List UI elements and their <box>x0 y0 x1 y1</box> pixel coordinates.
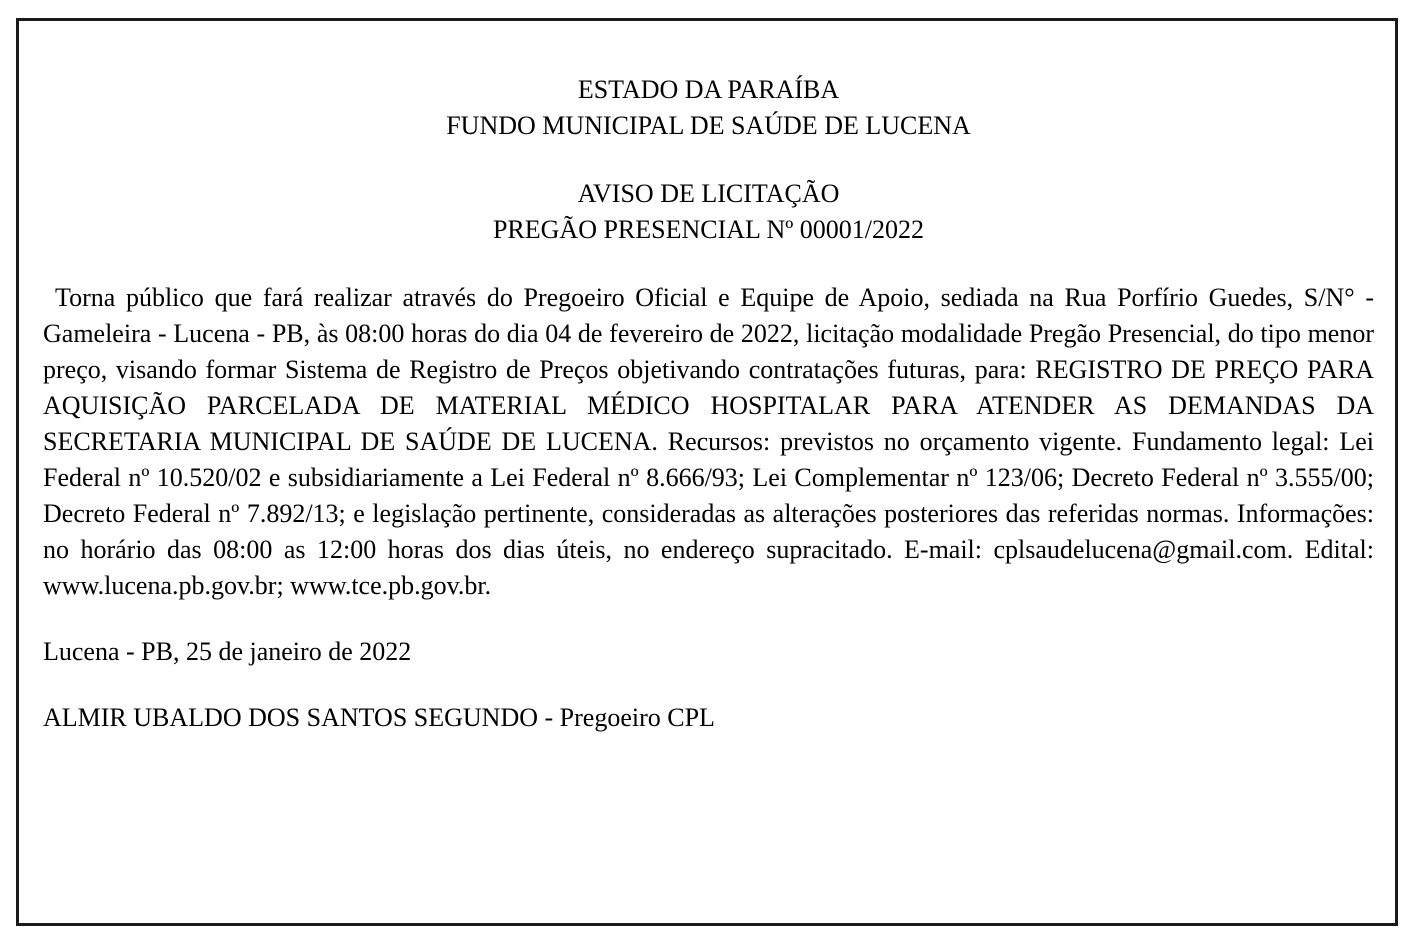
notice-date: Lucena - PB, 25 de janeiro de 2022 <box>43 637 412 666</box>
issuer-header <box>43 72 1374 144</box>
notice-body: Torna público que fará realizar através do Pregoeiro Oficial e Equipe de Apoio, sediada na Rua Porfírio Guedes, S/N° - Gameleira - Lucena - PB, às 08:00 horas do dia 04 de fevereiro de 2022, licitação modalidade Pregão Presencial, do tipo menor preço, visando formar Sistema de Registro de Preços objetivando contratações futuras, para: REGISTRO DE PREÇO PARA AQUISIÇÃO PARCELADA DE MATERIAL MÉDICO HOSPITALAR PARA ATENDER AS DEMANDAS DA SECRETARIA MUNICIPAL DE SAÚDE DE LUCENA. Recursos: previstos no orçamento vigente. Fundamento legal: Lei Federal nº 10.520/02 e subsidiariamente a Lei Federal nº 8.666/93; Lei Complementar nº 123/06; Decreto Federal nº 3.555/00; Decreto Federal nº 7.892/13; e legislação pertinente, consideradas as alterações posteriores das referidas normas. Informações: no horário das 08:00 as 12:00 horas dos dias úteis, no endereço supracitado. E-mail: cplsaudelucena@gmail.com. Edital: www.lucena.pb.gov.br; www.tce.pb.gov.br. <box>43 283 1374 600</box>
notice-heading <box>43 176 1374 248</box>
notice-title: AVISO DE LICITAÇÃO <box>577 179 840 208</box>
notice-subtitle: PREGÃO PRESENCIAL Nº 00001/2022 <box>492 215 925 244</box>
notice-signature: ALMIR UBALDO DOS SANTOS SEGUNDO - Pregoeiro CPL <box>43 703 715 732</box>
notice-content <box>43 72 1374 736</box>
fund-name: FUNDO MUNICIPAL DE SAÚDE DE LUCENA <box>446 111 971 140</box>
state-name: ESTADO DA PARAÍBA <box>577 75 840 104</box>
